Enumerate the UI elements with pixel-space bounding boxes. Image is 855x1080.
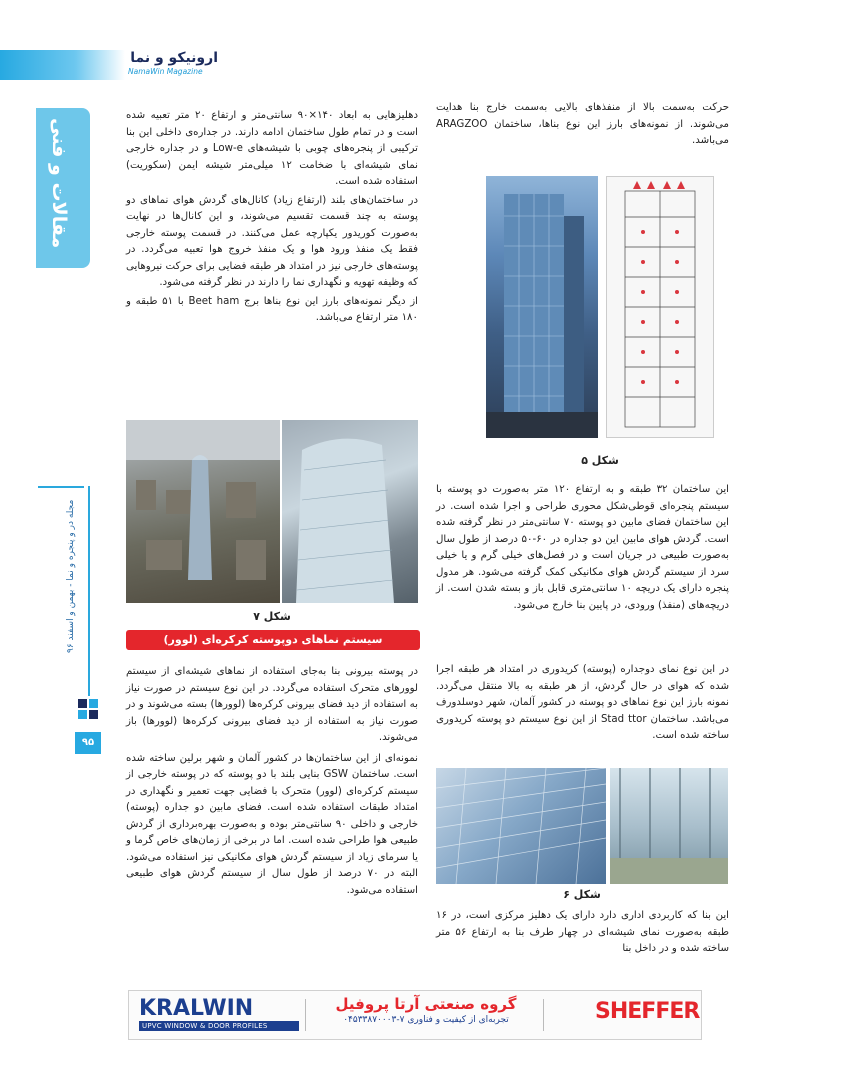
- paragraph: دهلیزهایی به ابعاد ۱۴۰×۹۰ سانتی‌متر و ارتفاع ۲۰ متر تعبیه شده است و در تمام طول ساختمان ادامه دارند. در جداره‌ی داخلی این بنا ترکیبی از پنجره‌های چوبی با شیشه‌های Low-e و در جداره خارجی نمای شیشه‌ای با ضخامت ۱۲ میلی‌متر شیشه ایمن (سکوریت) استفاده شده است.: [126, 110, 419, 187]
- paragraph: نمونه‌ای از این ساختمان‌ها در کشور آلمان و شهر برلین ساخته شده است. ساختمان GSW بنایی بلند با دو پوسته که در پوسته خارجی از سیستم کرکره‌ای (لوور) متحرک با فضایی جهت تعمیر و نگهداری در امتداد طبقات استفاده شده است. فضای مابین دو جداره (پوسته) خارجی و داخلی ۹۰ سانتی‌متر بوده و به‌صورت بهره‌برداری از گردش طبیعی هوا طراحی شده است. اما در برخی از زمان‌های خاص گرما و یا سرمای زیاد از سیستم گردش هوای مکانیکی نیز استفاده می‌شود. البته در ۷۰ درصد از طول سال از سیستم گردش هوای طبیعی استفاده می‌شود.: [126, 752, 419, 896]
- right-body-1: [436, 482, 729, 614]
- paragraph: در پوسته بیرونی بنا به‌جای استفاده از نماهای شیشه‌ای از سیستم لوورهای متحرک استفاده می‌گردد. در این نوع سیستم در صورت نیاز به استفاده از دید فضای بیرونی کرکره‌ها (لوورها) بسته می‌شوند و در صورت نیاز به استفاده از دید فضای بیرونی کرکره‌ها (لوورها) باز می‌شوند.: [126, 666, 418, 743]
- kralwin-logo-subtext: UPVC WINDOW & DOOR PROFILES: [139, 1021, 299, 1031]
- figure-7-caption: شکل ۷: [253, 610, 291, 623]
- facade-photo-2: [610, 768, 728, 884]
- aerial-photo-2: [282, 420, 418, 603]
- section-tab: [36, 108, 90, 268]
- ad-center: [315, 995, 537, 1035]
- aerial-photo-1: [126, 420, 280, 603]
- kralwin-logo: [139, 996, 299, 1034]
- ad-divider: [305, 999, 306, 1031]
- tower-photo: [486, 176, 598, 438]
- facade-photo-1: [436, 768, 606, 884]
- magazine-icon: [76, 695, 100, 723]
- kralwin-logo-text: KRALWIN: [139, 996, 254, 1021]
- page-number: ۹۵: [75, 732, 101, 754]
- paragraph: این بنا که کاربردی اداری دارد دارای یک دهلیز مرکزی است، در ۱۶ طبقه به‌صورت نمای شیشه‌ای در چهار طرف بنا به ارتفاع ۵۶ متر ساخته شده و در داخل بنا: [436, 910, 729, 954]
- figure-6-caption: شکل ۶: [563, 888, 601, 901]
- side-vertical-divider: [88, 486, 90, 696]
- figure-5-caption: شکل ۵: [581, 454, 619, 467]
- intro-paragraph: حرکت به‌سمت بالا از منفذهای بالایی به‌سمت خارج بنا هدایت می‌شوند. از نمونه‌های بارز این نوع بناها، ساختمان ARAGZOO می‌باشد.: [436, 102, 729, 146]
- header-band: [0, 50, 125, 80]
- right-body-3: [436, 908, 729, 958]
- right-intro: [436, 100, 729, 150]
- issue-info: مجله در و پنجره و نما - بهمن و اسفند ۹۶: [66, 500, 76, 654]
- logo-subtext: NamaWin Magazine: [128, 67, 203, 76]
- facade-diagram: [606, 176, 714, 438]
- paragraph: این ساختمان ۳۲ طبقه و به ارتفاع ۱۲۰ متر به‌صورت دو پوسته با سیستم پنجره‌ای قوطی‌شکل محوری طراحی و اجرا شده است. در این ساختمان فضای مابین دو پوسته ۷۰ سانتی‌متر در نظر گرفته شده است. گردش هوای مابین این دو جداره در ۶۰-۵۰ درصد از طول سال به‌صورت طبیعی در جریان است و در فصل‌های خیلی گرم و یا خیلی سرد از سیستم گردش هوای مکانیکی کمک گرفته می‌شود. هر مدول پنجره دارای یک دریچه ۱۰ سانتی‌متری قابل باز و بسته شدن است. از دریچه‌های (منفذ) ورودی، در پایین بنا خارج می‌شود.: [436, 484, 729, 611]
- logo-text: ارونیکو و نما: [130, 50, 218, 66]
- side-divider: [38, 486, 84, 488]
- left-body-1: [126, 108, 418, 327]
- section-tab-label: مقالات و فنی: [48, 118, 70, 249]
- ad-divider: [543, 999, 544, 1031]
- magazine-logo: [128, 49, 218, 81]
- sheffer-logo: SHEFFER: [595, 999, 700, 1024]
- paragraph: در ساختمان‌های بلند (ارتفاع زیاد) کانال‌های گردش هوای نماهای دو پوسته به چند قسمت تقسیم می‌شوند، و این کانال‌ها در نهایت به‌صورت کوریدور یکپارچه عمل می‌کنند. در قسمت پوسته خارجی فقط یک منفذ ورود هوا و یک منفذ خروج هوا تعبیه می‌گردد. در پوسته‌های خارجی نیز در امتداد هر طبقه فضایی برای حرکت نیروهایی که وظیفه تهویه و نگهداری نما را دارند در نظر گرفته می‌شود.: [126, 194, 418, 288]
- ad-subtitle: تجربه‌ای از کیفیت و فناوری ۷-۰۴۵۳۳۸۷۰۰۰۳: [343, 1015, 509, 1025]
- left-body-2: [126, 664, 418, 899]
- right-body-2: [436, 662, 729, 745]
- ad-title: گروه صنعتی آرتا پروفیل: [335, 995, 517, 1013]
- section-banner: سیستم نماهای دوپوسته کرکره‌ای (لوور): [126, 630, 420, 650]
- paragraph: در این نوع نمای دوجداره (پوسته) کریدوری در امتداد هر طبقه اجرا شده که هوای در حال گردش، از هر طبقه به بالا منتقل می‌گردد. نمونه بارز این نوع نماهای دو پوسته در کشور آلمان، شهر دوسلدورف می‌باشد. ساختمان Stad ttor از این نوع سیستم دو پوسته کریدوری ساخته شده است.: [436, 664, 729, 741]
- advertisement-banner[interactable]: [128, 990, 702, 1040]
- paragraph: از دیگر نمونه‌های بارز این نوع بناها برج Beet ham با ۵۱ طبقه و ۱۸۰ متر ارتفاع می‌باشد.: [126, 295, 418, 323]
